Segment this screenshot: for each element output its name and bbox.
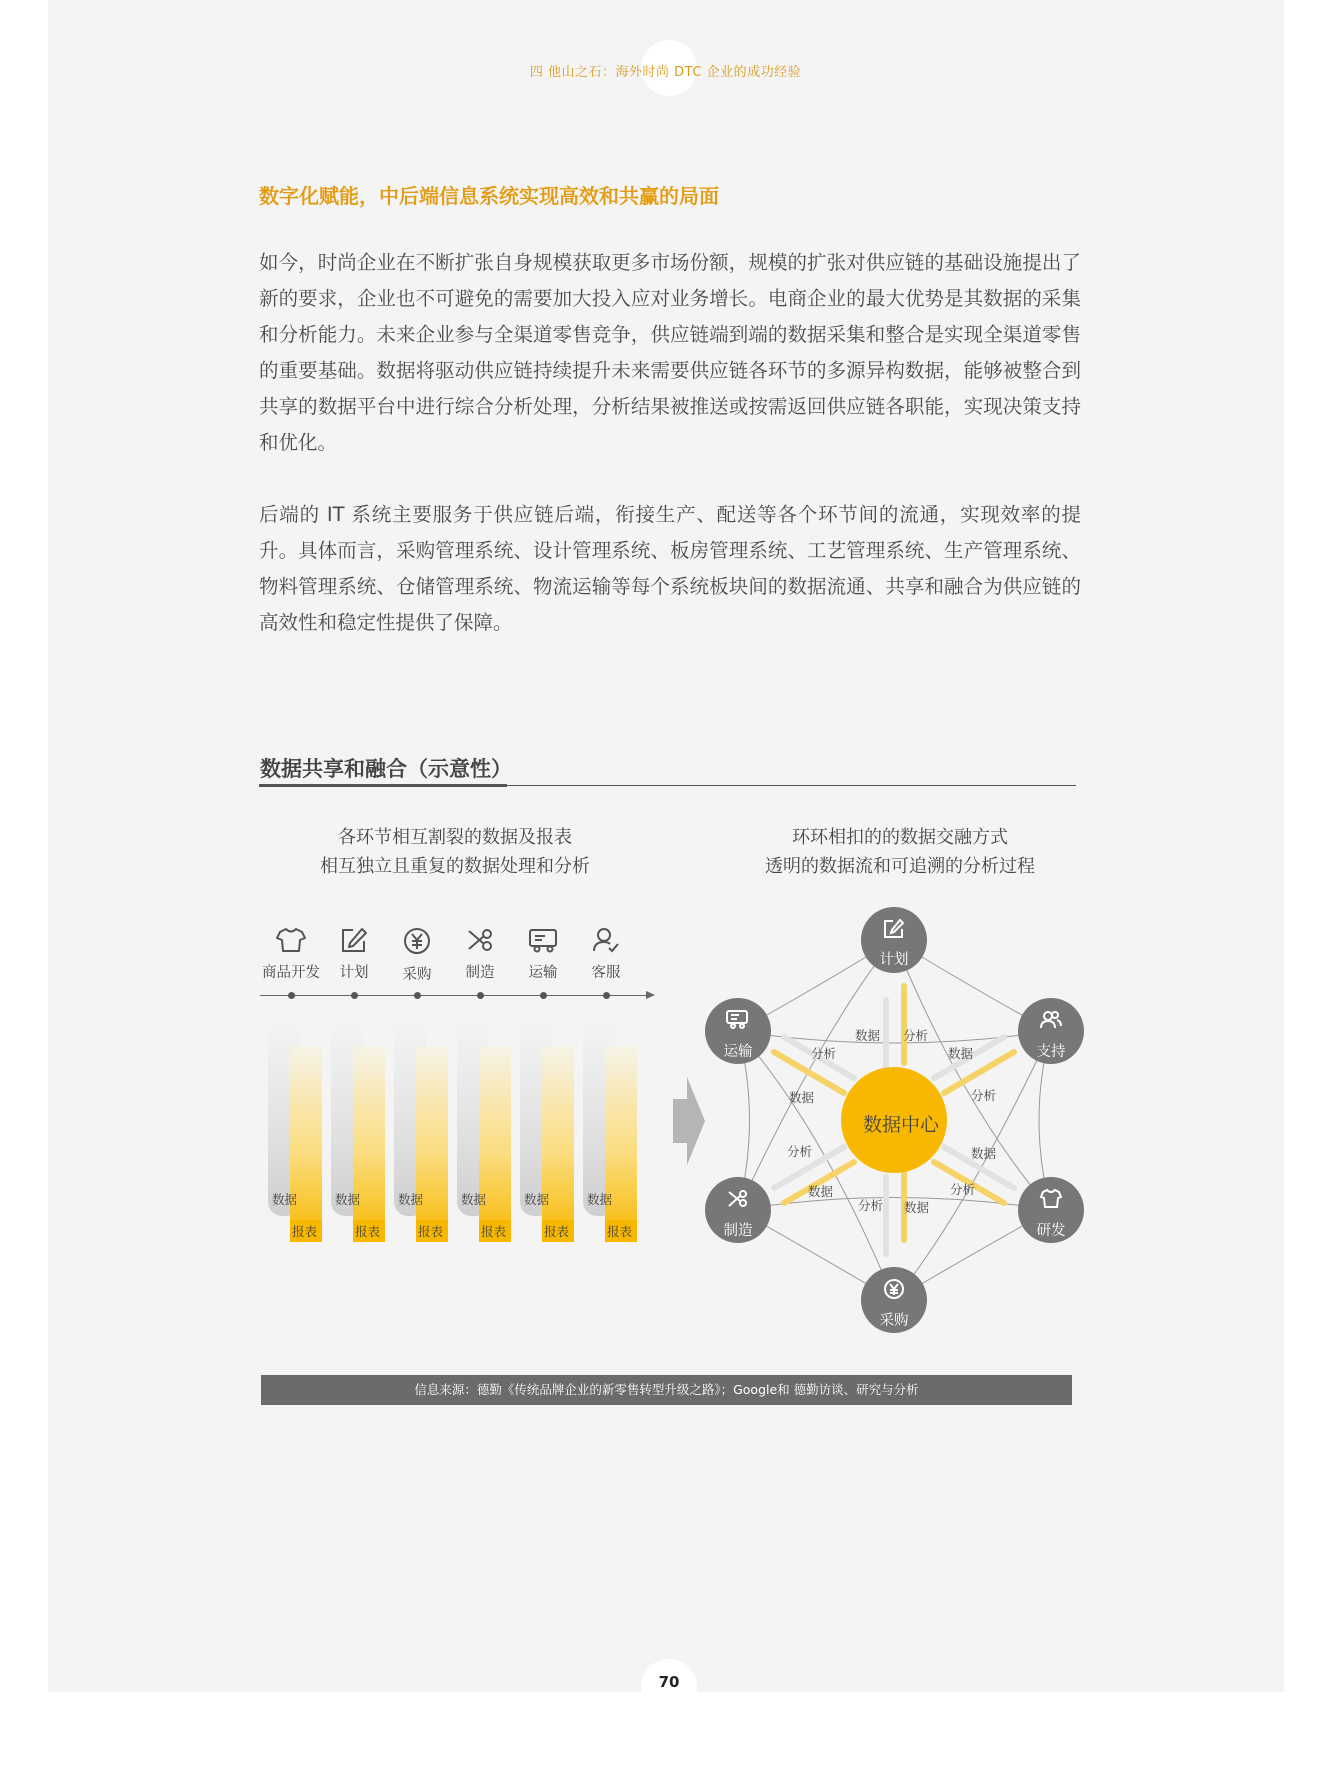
figure-title: 数据共享和融合（示意性） (260, 757, 512, 781)
step-label: 商品开发 (262, 965, 320, 981)
source-note: 信息来源：德勤《传统品牌企业的新零售转型升级之路》；Google和 德勤访谈、研究与分析 (261, 1375, 1072, 1405)
bar-report-label: 报表 (607, 1224, 633, 1239)
left-caption-line-2: 相互独立且重复的数据处理和分析 (320, 856, 590, 877)
bar-data-label: 数据 (587, 1192, 613, 1207)
flow-label-analysis: 分析 (858, 1198, 884, 1213)
bar-data-label: 数据 (335, 1192, 361, 1207)
bar-report-label: 报表 (481, 1224, 507, 1239)
bar-data-label: 数据 (524, 1192, 550, 1207)
step-label: 计划 (339, 965, 369, 981)
data-center-label: 数据中心 (862, 1114, 939, 1136)
flow-label-data: 数据 (808, 1184, 834, 1199)
step-label: 运输 (528, 965, 558, 981)
flow-label-data: 数据 (904, 1200, 930, 1215)
flow-label-analysis: 分析 (811, 1046, 837, 1061)
bar-report-label: 报表 (418, 1224, 444, 1239)
paragraph-1: 如今，时尚企业在不断扩张自身规模获取更多市场份额，规模的扩张对供应链的基础设施提出了新的要求，企业也不可避免的需要加大投入应对业务增长。电商企业的最大优势是其数据的采集和分析能力。未来企业参与全渠道零售竞争，供应链端到端的数据采集和整合是实现全渠道零售的重要基础。数据将驱动供应链持续提升未来需要供应链各环节的多源异构数据，能够被整合到共享的数据平台中进行综合分析处理，分析结果被推送或按需返回供应链各职能，实现决策支持和优化。 (259, 251, 1081, 454)
bar-report-label: 报表 (544, 1224, 570, 1239)
flow-label-analysis: 分析 (787, 1144, 813, 1159)
section-title: 数字化赋能，中后端信息系统实现高效和共赢的局面 (259, 184, 719, 208)
node-label-transport: 运输 (723, 1044, 753, 1060)
paragraph-2: 后端的 IT 系统主要服务于供应链后端，衔接生产、配送等各个环节间的流通，实现效率的提升。具体而言，采购管理系统、设计管理系统、板房管理系统、工艺管理系统、生产管理系统、物料管理系统、仓储管理系统、物流运输等每个系统板块间的数据流通、共享和融合为供应链的高效性和稳定性提供了保障。 (259, 503, 1081, 634)
running-head: 四 他山之石：海外时尚 DTC 企业的成功经验 (529, 65, 802, 80)
node-label-plan: 计划 (879, 952, 909, 968)
page-number: 70 (658, 1673, 680, 1691)
bar-data-label: 数据 (272, 1192, 298, 1207)
bar-report-label: 报表 (292, 1224, 318, 1239)
step-label: 制造 (465, 965, 495, 981)
node-label-purchase: 采购 (879, 1313, 909, 1329)
node-label-support: 支持 (1036, 1044, 1066, 1060)
flow-label-analysis: 分析 (971, 1088, 997, 1103)
node-label-rd: 研发 (1036, 1223, 1066, 1239)
right-caption-line-1: 环环相扣的的数据交融方式 (792, 827, 1008, 848)
step-label: 客服 (591, 965, 621, 981)
flow-label-data: 数据 (948, 1046, 974, 1061)
left-caption-line-1: 各环节相互割裂的数据及报表 (338, 827, 572, 848)
flow-label-analysis: 分析 (903, 1028, 929, 1043)
right-caption-line-2: 透明的数据流和可追溯的分析过程 (765, 856, 1035, 877)
node-label-manufacture: 制造 (723, 1223, 753, 1239)
flow-label-data: 数据 (789, 1090, 815, 1105)
bar-data-label: 数据 (461, 1192, 487, 1207)
bar-data-label: 数据 (398, 1192, 424, 1207)
flow-label-analysis: 分析 (950, 1182, 976, 1197)
bar-report-label: 报表 (355, 1224, 381, 1239)
flow-label-data: 数据 (971, 1146, 997, 1161)
flow-label-data: 数据 (855, 1028, 881, 1043)
step-label: 采购 (402, 967, 432, 983)
